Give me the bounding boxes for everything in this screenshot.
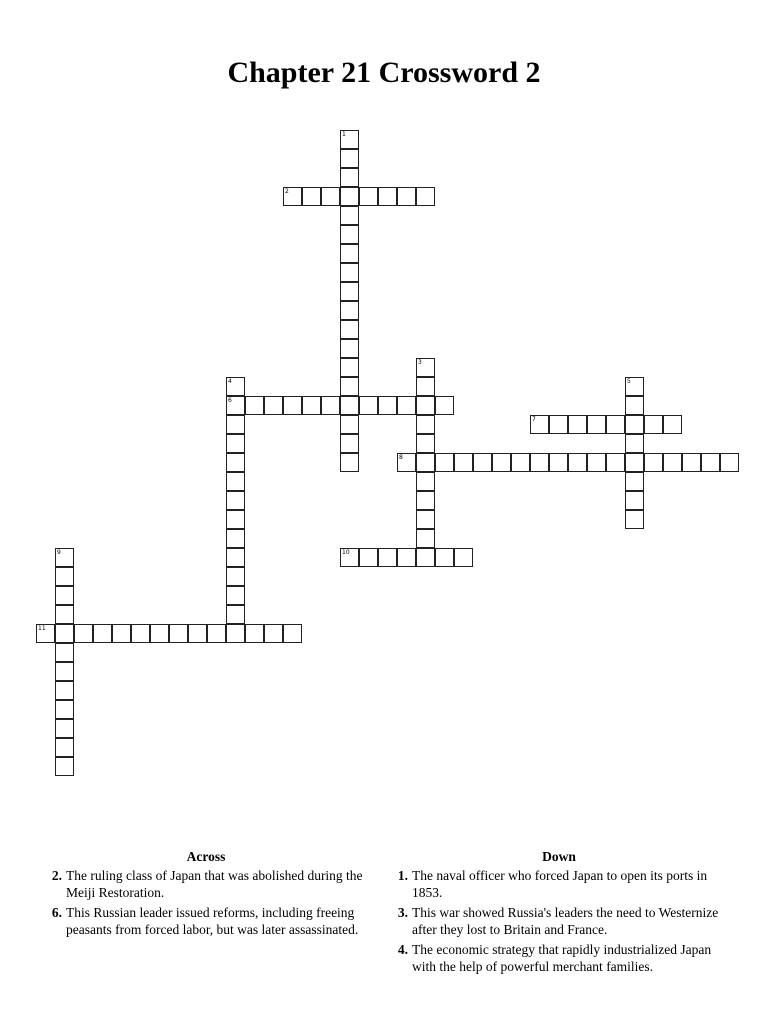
grid-cell[interactable] [682,453,701,472]
grid-cell[interactable] [454,548,473,567]
clue-text: This Russian leader issued reforms, including freeing peasants from forced labor, but was later assassinated. [66,905,359,937]
grid-cell[interactable] [340,358,359,377]
down-heading: Down [542,849,576,864]
grid-cell[interactable] [378,548,397,567]
grid-cell[interactable] [416,358,435,377]
grid-cell[interactable] [340,225,359,244]
grid-cell[interactable] [701,453,720,472]
cell-number: 5 [627,378,631,385]
grid-cell[interactable] [435,548,454,567]
grid-cell[interactable] [340,149,359,168]
grid-cell[interactable] [606,453,625,472]
grid-cell[interactable] [340,320,359,339]
grid-cell[interactable] [625,491,644,510]
grid-cell[interactable] [131,624,150,643]
clue-text: The naval officer who forced Japan to open its ports in 1853. [412,868,708,900]
grid-cell[interactable] [36,624,55,643]
grid-cell[interactable] [226,396,245,415]
clue-across-2 [40,867,372,901]
grid-cell[interactable] [302,396,321,415]
grid-cell[interactable] [226,415,245,434]
grid-cell[interactable] [435,453,454,472]
grid-cell[interactable] [568,415,587,434]
grid-cell[interactable] [340,548,359,567]
across-clues [40,848,372,941]
grid-cell[interactable] [226,453,245,472]
grid-cell[interactable] [340,301,359,320]
clue-down-4 [386,941,732,975]
grid-cell[interactable] [416,415,435,434]
grid-cell[interactable] [340,168,359,187]
cell-number: 3 [418,359,422,366]
grid-cell[interactable] [397,396,416,415]
grid-cell[interactable] [340,415,359,434]
clue-text: This war showed Russia's leaders the need to Westernize after they lost to Britain and France. [412,905,719,937]
grid-cell[interactable] [340,339,359,358]
grid-cell[interactable] [416,453,435,472]
grid-cell[interactable] [321,187,340,206]
grid-cell[interactable] [55,567,74,586]
grid-cell[interactable] [416,377,435,396]
clue-down-3 [386,904,732,938]
grid-cell[interactable] [226,605,245,624]
grid-cell[interactable] [454,453,473,472]
grid-cell[interactable] [359,187,378,206]
cell-number: 4 [228,378,232,385]
clue-number: 2. [51,868,62,883]
grid-cell[interactable] [226,491,245,510]
clue-number: 3. [397,905,408,920]
grid-cell[interactable] [207,624,226,643]
grid-cell[interactable] [74,624,93,643]
grid-cell[interactable] [226,624,245,643]
grid-cell[interactable] [112,624,131,643]
clue-text: The economic strategy that rapidly industrialized Japan with the help of powerful merchant families. [412,942,712,974]
grid-cell[interactable] [245,396,264,415]
grid-cell[interactable] [720,453,739,472]
grid-cell[interactable] [416,472,435,491]
grid-cell[interactable] [625,510,644,529]
grid-cell[interactable] [340,396,359,415]
grid-cell[interactable] [530,453,549,472]
grid-cell[interactable] [416,434,435,453]
grid-cell[interactable] [416,187,435,206]
grid-cell[interactable] [397,187,416,206]
grid-cell[interactable] [359,396,378,415]
grid-cell[interactable] [302,187,321,206]
grid-cell[interactable] [606,415,625,434]
page-title: Chapter 21 Crossword 2 [227,56,541,89]
grid-cell[interactable] [473,453,492,472]
grid-cell[interactable] [492,453,511,472]
grid-cell[interactable] [644,415,663,434]
grid-cell[interactable] [340,282,359,301]
grid-cell[interactable] [264,396,283,415]
grid-cell[interactable] [226,472,245,491]
grid-cell[interactable] [587,415,606,434]
grid-cell[interactable] [283,624,302,643]
grid-cell[interactable] [340,377,359,396]
grid-cell[interactable] [226,529,245,548]
grid-cell[interactable] [416,510,435,529]
grid-cell[interactable] [625,415,644,434]
grid-cell[interactable] [625,396,644,415]
grid-cell[interactable] [55,548,74,567]
grid-cell[interactable] [226,586,245,605]
grid-cell[interactable] [378,187,397,206]
cell-number: 9 [57,549,61,556]
grid-cell[interactable] [150,624,169,643]
grid-cell[interactable] [55,643,74,662]
clue-number: 4. [397,942,408,957]
grid-cell[interactable] [169,624,188,643]
cell-number: 11 [38,625,46,632]
cell-number: 1 [342,131,346,138]
grid-cell[interactable] [530,415,549,434]
grid-cell[interactable] [245,624,264,643]
cell-number: 10 [342,549,350,556]
grid-cell[interactable] [55,757,74,776]
grid-cell[interactable] [226,377,245,396]
grid-cell[interactable] [416,396,435,415]
cell-number: 8 [399,454,403,461]
grid-cell[interactable] [321,396,340,415]
grid-cell[interactable] [416,491,435,510]
grid-cell[interactable] [397,453,416,472]
grid-cell[interactable] [55,738,74,757]
grid-cell[interactable] [340,206,359,225]
clue-across-6 [40,904,372,938]
grid-cell[interactable] [55,700,74,719]
grid-cell[interactable] [340,263,359,282]
grid-cell[interactable] [587,453,606,472]
grid-cell[interactable] [625,434,644,453]
grid-cell[interactable] [435,396,454,415]
cell-number: 2 [285,188,289,195]
grid-cell[interactable] [625,453,644,472]
grid-cell[interactable] [663,453,682,472]
grid-cell[interactable] [340,187,359,206]
grid-cell[interactable] [416,529,435,548]
grid-cell[interactable] [340,453,359,472]
grid-cell[interactable] [283,396,302,415]
grid-cell[interactable] [549,453,568,472]
clue-down-1 [386,867,732,901]
grid-cell[interactable] [55,719,74,738]
grid-cell[interactable] [549,415,568,434]
grid-cell[interactable] [55,662,74,681]
grid-cell[interactable] [283,187,302,206]
grid-cell[interactable] [416,548,435,567]
clue-number: 6. [51,905,62,920]
grid-cell[interactable] [226,510,245,529]
grid-cell[interactable] [226,434,245,453]
grid-cell[interactable] [188,624,207,643]
grid-cell[interactable] [340,244,359,263]
grid-cell[interactable] [93,624,112,643]
grid-cell[interactable] [264,624,283,643]
across-heading: Across [186,849,226,864]
grid-cell[interactable] [511,453,530,472]
grid-cell[interactable] [359,548,378,567]
grid-cell[interactable] [55,681,74,700]
cell-number: 6 [228,397,232,404]
down-clues [386,848,732,978]
grid-cell[interactable] [625,377,644,396]
grid-cell[interactable] [378,396,397,415]
clue-text: The ruling class of Japan that was abolished during the Meiji Restoration. [66,868,363,900]
grid-cell[interactable] [340,130,359,149]
grid-cell[interactable] [55,605,74,624]
grid-cell[interactable] [55,586,74,605]
cell-number: 7 [532,416,536,423]
grid-cell[interactable] [226,567,245,586]
grid-cell[interactable] [625,472,644,491]
grid-cell[interactable] [663,415,682,434]
grid-cell[interactable] [226,548,245,567]
grid-cell[interactable] [397,548,416,567]
grid-cell[interactable] [340,434,359,453]
grid-cell[interactable] [55,624,74,643]
clue-number: 1. [397,868,408,883]
grid-cell[interactable] [644,453,663,472]
grid-cell[interactable] [568,453,587,472]
